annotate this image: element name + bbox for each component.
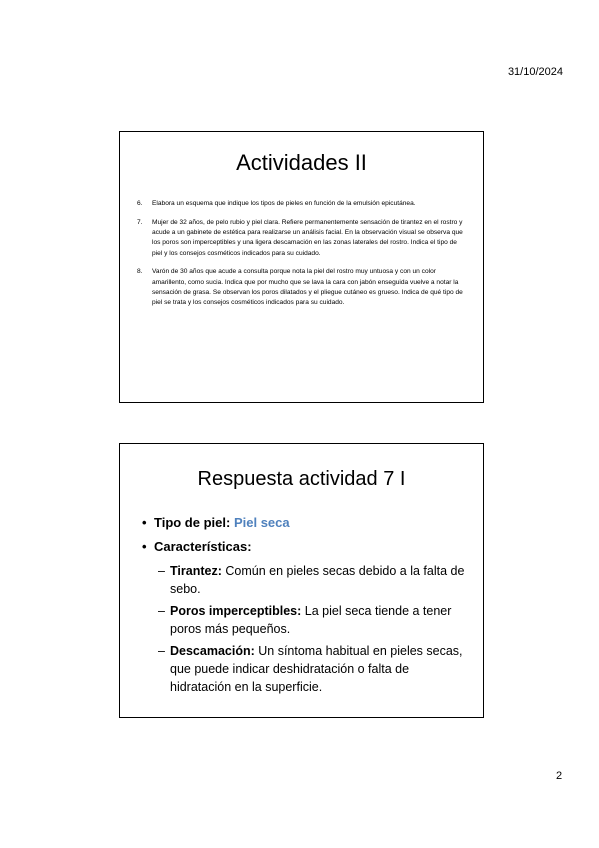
activity-number: 6. xyxy=(137,200,143,207)
characteristic-item xyxy=(158,562,471,598)
activity-item xyxy=(137,267,469,308)
characteristic-text xyxy=(170,642,471,696)
bullet-icon: • xyxy=(142,515,147,530)
characteristics-label: Características: xyxy=(154,539,252,554)
bullet-characteristics xyxy=(142,538,471,556)
characteristic-text xyxy=(170,602,471,638)
characteristic-desc: Un síntoma habitual en pieles secas, que puede indicar deshidratación o falta de hidratación en la superficie. xyxy=(170,644,463,694)
activity-text: Elabora un esquema que indique los tipos de pieles en función de la emulsión epicutánea. xyxy=(152,200,416,207)
characteristic-desc: Común en pieles secas debido a la falta de sebo. xyxy=(170,564,465,596)
characteristic-term: Poros imperceptibles: xyxy=(170,604,302,618)
page-number: 2 xyxy=(556,770,563,782)
characteristic-item xyxy=(158,642,471,696)
slide-title: Actividades II xyxy=(236,150,367,175)
characteristic-term: Tirantez: xyxy=(170,564,222,578)
activity-number: 8. xyxy=(137,268,143,276)
dash-icon: – xyxy=(158,564,165,578)
dash-icon: – xyxy=(158,644,165,658)
dash-icon: – xyxy=(158,604,165,618)
activity-item xyxy=(137,218,469,259)
bullet-content xyxy=(154,514,290,532)
answer-body xyxy=(142,514,471,700)
activity-text: Varón de 30 años que acude a consulta porque nota la piel del rostro muy untuosa y con un color amarillento, como sucia. Indica que por mucho que se lava la cara con jabón enseguida vuelve a notar la sensación de grasa. Se observan los poros dilatados y el pliegue cutáneo es grueso. Indica de qué tipo de piel se trata y los consejos cosméticos indicados para su cuidado. xyxy=(152,268,463,307)
slide-actividades xyxy=(119,131,484,403)
skin-type-value: Piel seca xyxy=(233,515,290,530)
activity-item xyxy=(137,199,469,209)
characteristic-term: Descamación: xyxy=(170,644,255,658)
page-date: 31/10/2024 xyxy=(507,66,563,78)
bullet-icon: • xyxy=(142,539,147,554)
characteristic-text xyxy=(170,562,471,598)
bullet-skin-type xyxy=(142,514,471,532)
skin-type-label: Tipo de piel: xyxy=(154,515,231,530)
activity-list xyxy=(137,199,469,317)
slide-respuesta xyxy=(119,443,484,718)
characteristic-desc: La piel seca tiende a tener poros más pequeños. xyxy=(170,604,452,636)
characteristic-item xyxy=(158,602,471,638)
activity-number: 7. xyxy=(137,218,143,226)
activity-text: Mujer de 32 años, de pelo rubio y piel clara. Refiere permanentemente sensación de tirantez en el rostro y acude a un gabinete de estética para realizarse un análisis facial. En la observación visual se observa que los poros son imperceptibles y una ligera descamación en las zonas laterales del rostro. Indica el tipo de piel y los consejos cosméticos indicados para su cuidado. xyxy=(152,218,463,257)
slide-title: Respuesta actividad 7 I xyxy=(197,468,406,490)
